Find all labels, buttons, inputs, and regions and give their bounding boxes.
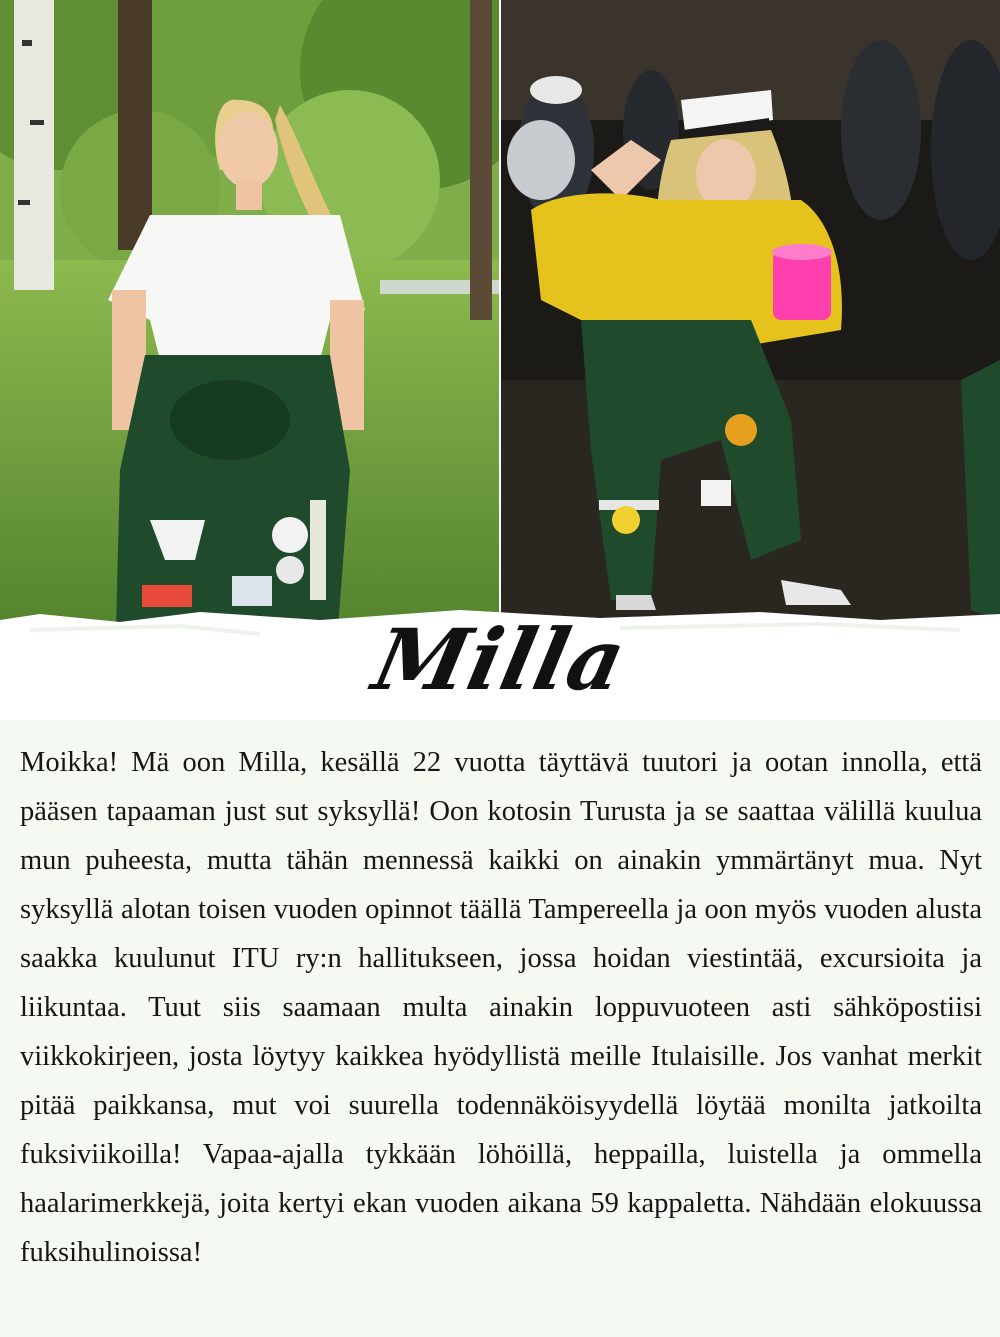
photo-night-party [501, 0, 1000, 668]
photo-collage [0, 0, 1000, 668]
profile-bio: Moikka! Mä oon Milla, kesällä 22 vuotta täyttävä tuutori ja ootan innolla, että pääsen tapaaman just sut syksyllä! Oon kotosin Turusta ja se saattaa välillä kuulua mun puheesta, mutta tähän mennessä kaikki on ainakin ymmärtänyt mua. Nyt syksyllä alotan toisen vuoden opinnot täällä Tampereella ja oon myös vuoden alusta saakka kuulunut ITU ry:n hallitukseen, jossa hoidan viestintää, excursioita ja liikuntaa. Tuut siis saamaan multa ainakin loppuvuoteen asti sähköpostiisi viikkokirjeen, josta löytyy kaikkea hyödyllistä meille Itulaisille. Jos vanhat merkit pitää paikkansa, mut voi suurella todennäköisyydellä löytää monilta jatkoilta fuksiviikoilla! Vapaa-ajalla tykkään löhöillä, heppailla, luistella ja ommella haalarimerkkejä, joita kertyi ekan vuoden aikana 59 kappaletta. Nähdään elokuussa fuksihulinoissa! [20, 747, 982, 1268]
profile-name: Milla [365, 610, 635, 709]
photo-daytime-park [0, 0, 499, 668]
